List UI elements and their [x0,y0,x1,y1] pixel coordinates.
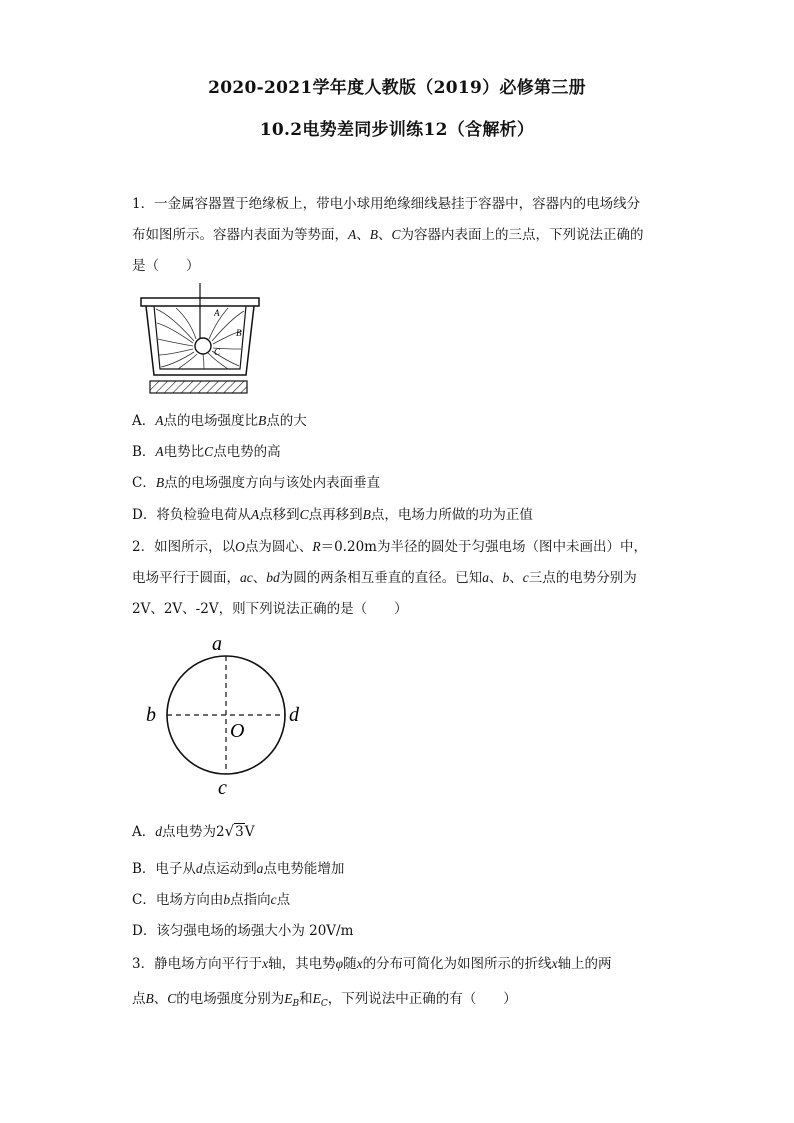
q2-label-c: c [218,777,227,799]
q2-label-o: O [230,720,245,742]
q3-stem-line1: 3．静电场方向平行于x轴，其电势φ随x的分布可简化为如图所示的折线x轴上的两 [132,956,612,972]
q1-stem-line1: 1．一金属容器置于绝缘板上，带电小球用绝缘细线悬挂于容器中，容器内的电场线分 [132,196,641,212]
q2-stem-line2: 电场平行于圆面，ac、bd为圆的两条相互垂直的直径。已知a、b、c三点的电势分别为 [132,570,637,586]
q2-option-b: B．电子从d点运动到a点电势能增加 [132,861,345,877]
document-subtitle: 10.2电势差同步训练12（含解析） [259,120,535,140]
q2-option-c: C．电场方向由b点指向c点 [132,892,291,908]
q1-option-d: D．将负检验电荷从A点移到C点再移到B点，电场力所做的功为正值 [132,507,533,523]
q1-label-c: C [214,347,221,357]
q2-label-d: d [289,704,299,726]
q1-label-a: A [214,308,220,318]
q1-container-figure [138,283,268,398]
q2-label-b: b [146,704,156,726]
q1-option-b: B．A电势比C点电势的高 [132,444,281,460]
q2-circle-figure [138,628,318,803]
q1-stem-line3: 是（ ） [132,258,200,274]
q2-stem-line3: 2V、2V、-2V，则下列说法正确的是（ ） [132,601,408,617]
document-title: 2020-2021学年度人教版（2019）必修第三册 [208,78,586,98]
q1-option-a: A．A点的电场强度比B点的大 [132,413,307,429]
q2-stem-line1: 2．如图所示，以O点为圆心、R＝0.20m为半径的圆处于匀强电场（图中未画出）中， [132,539,647,555]
q1-label-b: B [236,328,242,338]
q2-option-d: D．该匀强电场的场强大小为 20V/m [132,923,354,939]
q1-stem-line2: 布如图所示。容器内表面为等势面，A、B、C为容器内表面上的三点，下列说法正确的 [132,227,644,243]
q2-label-a: a [212,633,222,655]
q2-option-a: A．d点电势为2√3V [132,822,255,840]
q1-option-c: C．B点的电场强度方向与该处内表面垂直 [132,475,381,491]
sqrt-expression: 2√3V [216,822,255,840]
q3-stem-line2: 点B、C的电场强度分别为$E_B$和$E_C$，下列说法中正确的有（ ） [132,991,517,1009]
